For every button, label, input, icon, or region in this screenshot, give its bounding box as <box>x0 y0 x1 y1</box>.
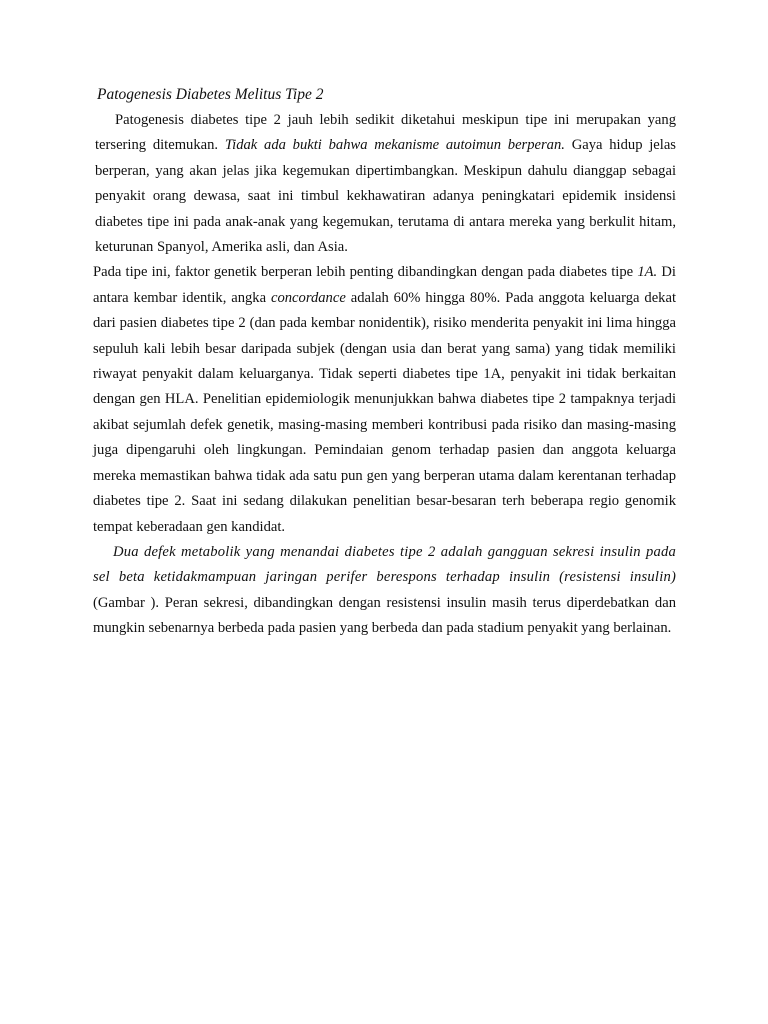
paragraph-3-text-1: (Gambar ). Peran sekresi, dibandingkan dengan resistensi insulin masih terus diperdebatkan dan mungkin sebenarnya berbeda pada pasien yang berbeda dan pada stadium penyakit yang berlainan. <box>93 594 676 637</box>
paragraph-2-italic-1: 1A. <box>637 264 658 281</box>
paragraph-1-text-2: Gaya hidup jelas berperan, yang akan jelas jika kegemukan dipertimbangkan. Meskipun dahulu dianggap sebagai penyakit orang dewasa, saat ini timbul kekhawatiran adanya peningkatari epidemik insidensi diabetes tipe ini pada anak-anak yang kegemukan, terutama di antara mereka yang berkulit hitam, keturunan Spanyol, Amerika asli, dan Asia. <box>95 137 676 256</box>
paragraph-2-text-3: adalah 60% hingga 80%. Pada anggota keluarga dekat dari pasien diabetes tipe 2 (dan pada kembar nonidentik), risiko menderita penyakit ini lima hingga sepuluh kali lebih besar daripada subjek (dengan usia dan berat yang sama) yang tidak memiliki riwayat penyakit dalam keluarganya. Tidak seperti diabetes tipe 1A, penyakit ini tidak berkaitan dengan gen HLA. Penelitian epidemiologik menunjukkan bahwa diabetes tipe 2 tampaknya terjadi akibat sejumlah defek genetik, masing-masing memberi kontribusi pada risiko dan masing-masing juga dipengaruhi oleh lingkungan. Pemindaian genom terhadap pasien dan anggota keluarga mereka memastikan bahwa tidak ada satu pun gen yang berperan utama dalam kerentanan terhadap diabetes tipe 2. Saat ini sedang dilakukan penelitian besar-besaran terh beberapa regio genomik tempat keberadaan gen kandidat. <box>93 289 677 535</box>
paragraph-2-text-2: Di antara kembar identik, angka <box>93 264 676 306</box>
paragraph-3-italic-1: Dua defek metabolik yang menandai diabetes tipe 2 adalah gangguan sekresi insulin pada sel beta ketidakmampuan jaringan perifer berespons terhadap insulin (resistensi insulin) <box>93 543 676 586</box>
paragraph-2-italic-2: concordance <box>270 289 346 306</box>
paragraph-metabolic-defects <box>93 540 676 642</box>
paragraph-1-text-1: Patogenesis diabetes tipe 2 jauh lebih sedikit diketahui meskipun tipe ini merupakan yang tersering ditemukan. <box>95 112 676 154</box>
paragraph-1-italic-1: Tidak ada bukti bahwa mekanisme autoimun berperan. <box>224 137 565 154</box>
section-heading: Patogenesis Diabetes Melitus Tipe 2 <box>97 86 324 103</box>
paragraph-pathogenesis <box>93 108 676 260</box>
paragraph-2-text-1: Pada tipe ini, faktor genetik berperan lebih penting dibandingkan dengan pada diabetes tipe <box>93 264 638 281</box>
paragraph-genetics <box>93 260 676 539</box>
document-page <box>93 82 676 642</box>
